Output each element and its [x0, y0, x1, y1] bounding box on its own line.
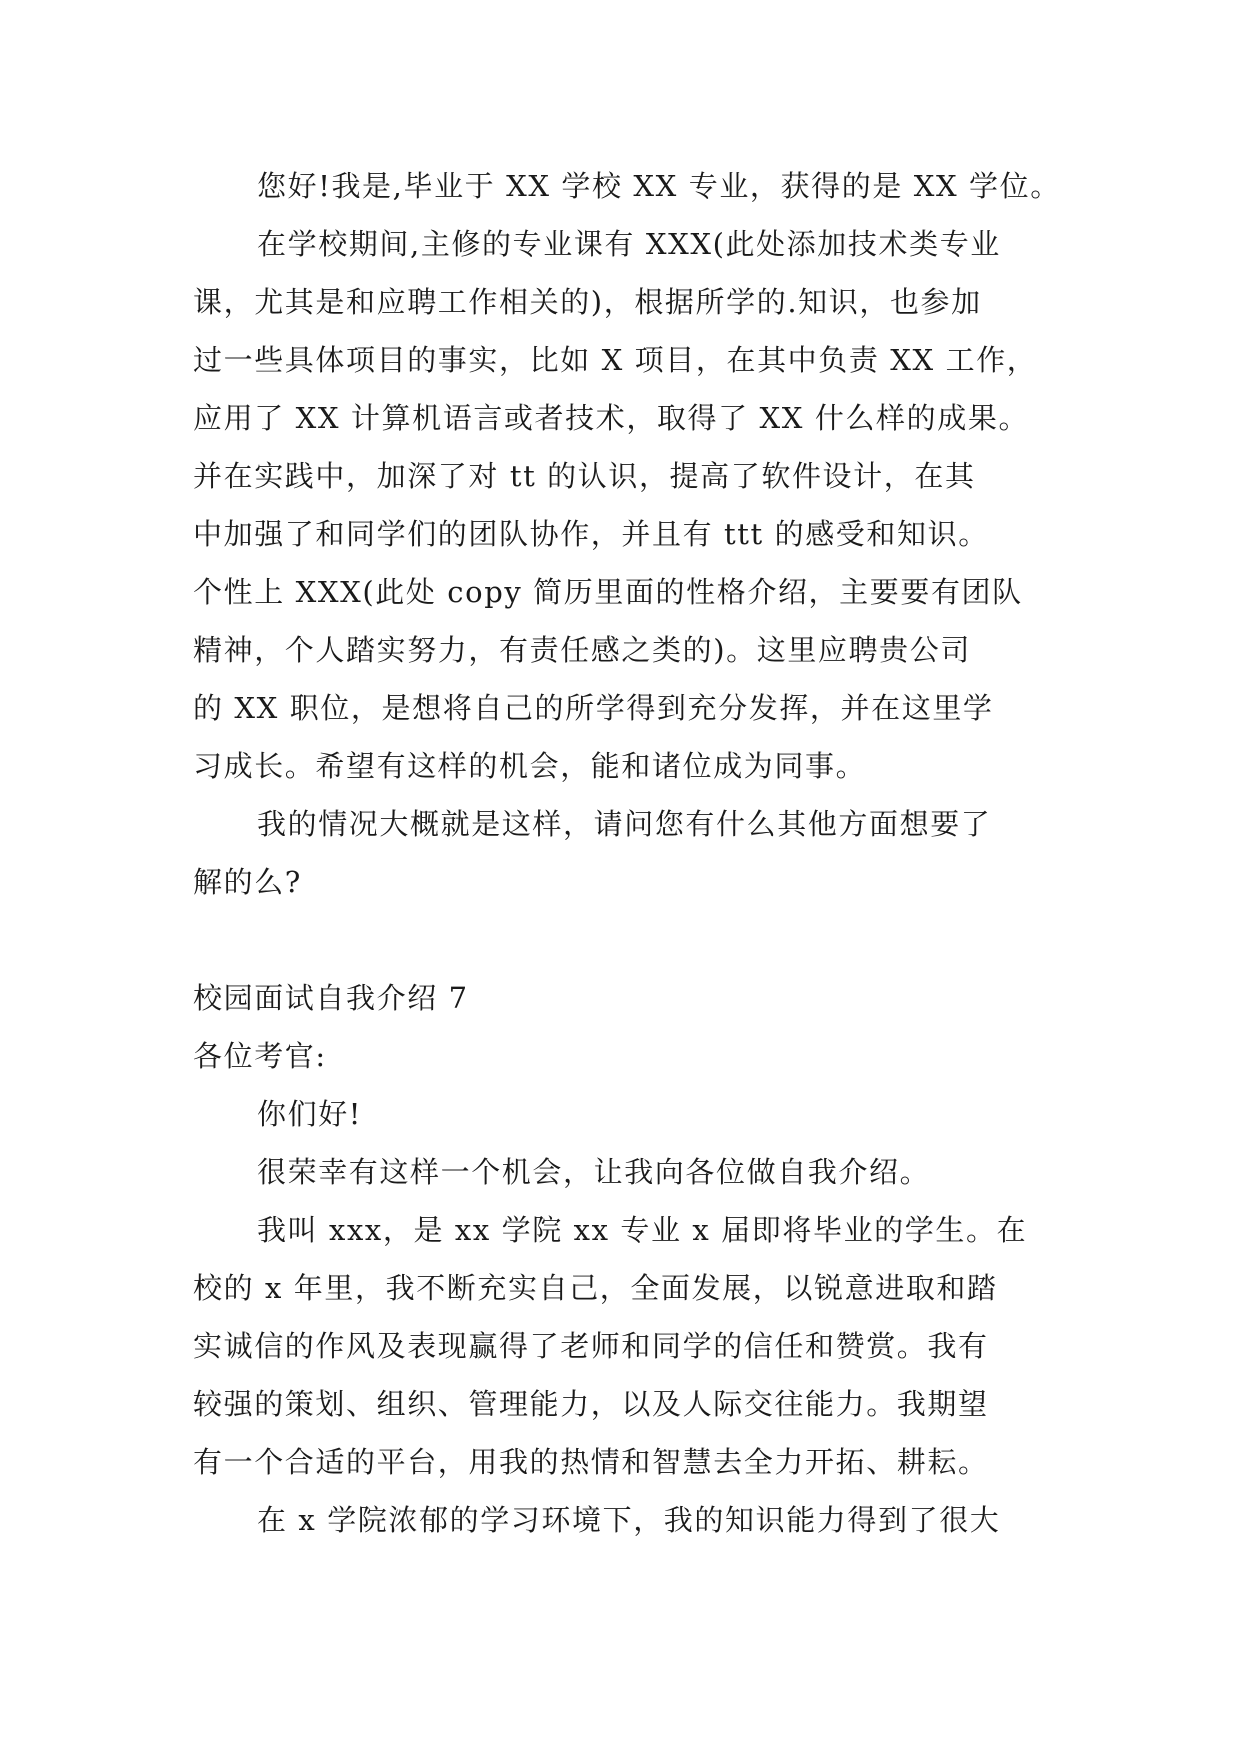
paragraph-line: 应用了 XX 计算机语言或者技术，取得了 XX 什么样的成果。 — [193, 401, 1030, 435]
paragraph-line: 习成长。希望有这样的机会，能和诸位成为同事。 — [193, 749, 867, 783]
salutation: 各位考官: — [193, 1039, 327, 1073]
paragraph-line: 你们好! — [257, 1097, 363, 1131]
paragraph-line: 的 XX 职位，是想将自己的所学得到充分发挥，并在这里学 — [193, 691, 994, 725]
paragraph-line: 我叫 xxx，是 xx 学院 xx 专业 x 届即将毕业的学生。在 — [257, 1213, 1028, 1247]
paragraph-line: 校的 x 年里，我不断充实自己，全面发展，以锐意进取和踏 — [193, 1271, 998, 1305]
paragraph-line: 精神，个人踏实努力，有责任感之类的)。这里应聘贵公司 — [193, 633, 971, 667]
paragraph-line: 解的么? — [193, 865, 302, 899]
paragraph-line: 个性上 XXX(此处 copy 简历里面的性格介绍，主要要有团队 — [193, 575, 1023, 609]
paragraph-line: 有一个合适的平台，用我的热情和智慧去全力开拓、耕耘。 — [193, 1445, 989, 1479]
paragraph-line: 您好!我是,毕业于 XX 学校 XX 专业，获得的是 XX 学位。 — [257, 169, 1061, 203]
paragraph-line: 较强的策划、组织、管理能力，以及人际交往能力。我期望 — [193, 1387, 989, 1421]
paragraph-line: 我的情况大概就是这样，请问您有什么其他方面想要了 — [257, 807, 992, 841]
paragraph-line: 并在实践中，加深了对 tt 的认识，提高了软件设计，在其 — [193, 459, 976, 493]
paragraph-line: 很荣幸有这样一个机会，让我向各位做自我介绍。 — [257, 1155, 931, 1189]
paragraph-line: 过一些具体项目的事实，比如 X 项目，在其中负责 XX 工作， — [193, 343, 1038, 377]
section-title: 校园面试自我介绍 7 — [193, 981, 469, 1015]
paragraph-line: 在 x 学院浓郁的学习环境下，我的知识能力得到了很大 — [257, 1503, 1001, 1537]
paragraph-line: 中加强了和同学们的团队协作，并且有 ttt 的感受和知识。 — [193, 517, 989, 551]
paragraph-line: 在学校期间,主修的专业课有 XXX(此处添加技术类专业 — [257, 227, 1001, 261]
paragraph-line: 实诚信的作风及表现赢得了老师和同学的信任和赞赏。我有 — [193, 1329, 989, 1363]
paragraph-line: 课，尤其是和应聘工作相关的)，根据所学的.知识，也参加 — [193, 285, 982, 319]
